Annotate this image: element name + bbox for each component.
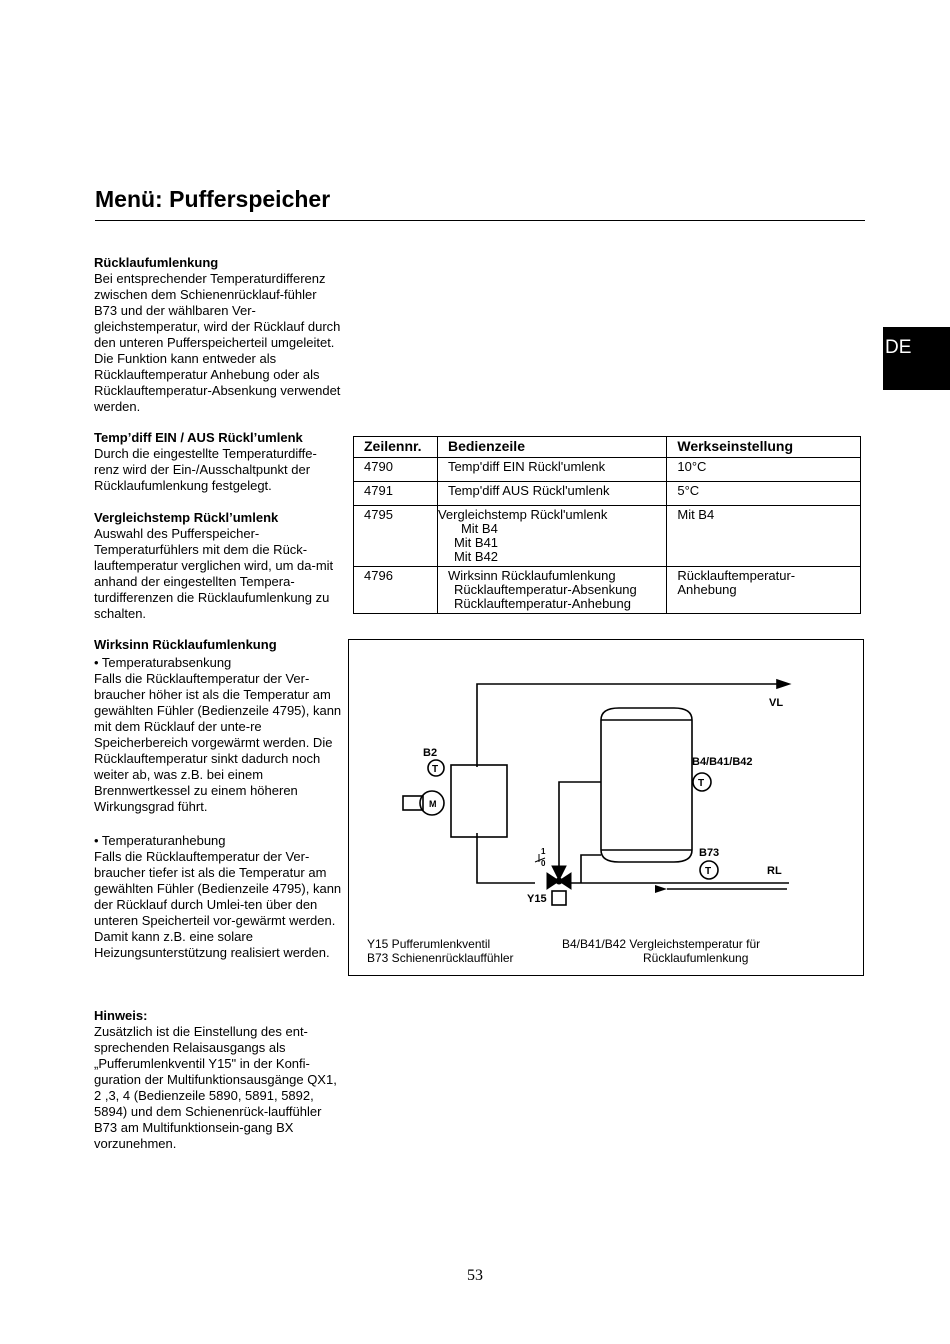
- cell-line: [437, 506, 666, 567]
- cell-line: Temp'diff AUS Rückl'umlenk: [437, 482, 666, 506]
- section-hinweis: [94, 1008, 342, 1152]
- section-vergleichstemp: [94, 510, 342, 622]
- header-zeilennr: Zeilennr.: [354, 437, 438, 458]
- label-y15: Y15: [527, 893, 547, 905]
- bullet-temperaturabsenkung: • Temperaturabsenkung: [94, 655, 232, 670]
- option-anhebung: Rücklauftemperatur-Anhebung: [453, 596, 632, 611]
- valve-label-0: 0: [541, 859, 546, 868]
- section-text: Durch die eingestellte Temperaturdiffe-renz wird der Ein-/Ausschaltpunkt der Rücklaufumlenkung festgelegt.: [94, 446, 317, 493]
- option-mit-b42: Mit B42: [453, 549, 499, 564]
- table-header-row: [354, 437, 861, 458]
- table-row: [354, 567, 861, 614]
- sensor-b4-icon: T: [698, 778, 705, 789]
- hydraulic-diagram: [348, 639, 864, 976]
- section-heading: Rücklaufumlenkung: [94, 255, 219, 270]
- table-row: [354, 458, 861, 482]
- caption-ruecklaufumlenkung: Rücklaufumlenkung: [643, 951, 749, 965]
- motor-icon: M: [429, 799, 437, 809]
- section-text: Falls die Rücklauftemperatur der Ver-braucher tiefer ist als die Temperatur am gewählten Fühler (Bedienzeile 4795), kann der Rücklauf durch Umlei-ten über den unteren Speicherteil vor-gewärmt werden. Damit kann z.B. eine solare Heizungsunterstützung realisiert werden.: [94, 849, 342, 960]
- table-row: [354, 482, 861, 506]
- label-b4-b41-b42: B4/B41/B42: [692, 756, 753, 768]
- line-label: Vergleichstemp Rückl'umlenk: [437, 507, 608, 522]
- cell-nr: 4791: [354, 482, 438, 506]
- header-werkseinstellung: Werkseinstellung: [667, 437, 861, 458]
- label-b73: B73: [699, 847, 720, 859]
- section-heading: Temp’diff EIN / AUS Rückl’umlenk: [94, 430, 303, 445]
- title-rule: [95, 220, 865, 221]
- option-mit-b41: Mit B41: [453, 535, 499, 550]
- label-rl: RL: [767, 865, 782, 877]
- cell-nr: 4796: [354, 567, 438, 614]
- label-vl: VL: [769, 697, 784, 709]
- cell-line: Temp'diff EIN Rückl'umlenk: [437, 458, 666, 482]
- diagram-drawing: [349, 640, 863, 975]
- cell-default: 5°C: [667, 482, 861, 506]
- option-mit-b4: Mit B4: [460, 521, 498, 536]
- cell-nr: 4790: [354, 458, 438, 482]
- header-bedienzeile: Bedienzeile: [437, 437, 666, 458]
- page-number: 53: [467, 1267, 483, 1284]
- section-tempdiff: [94, 430, 342, 494]
- section-heading: Vergleichstemp Rückl’umlenk: [94, 510, 279, 525]
- line-label: Wirksinn Rücklaufumlenkung: [447, 568, 616, 583]
- language-tab: DE: [883, 327, 950, 390]
- sensor-b2-icon: T: [432, 764, 439, 775]
- section-text: Bei entsprechender Temperaturdifferenz zwischen dem Schienenrücklauf-fühler B73 und der wählbaren Ver-gleichstemperatur, wird der Rücklauf durch den unteren Pufferspeicherteil umgeleitet. Die Funktion kann entweder als Rücklauftemperatur Anhebung oder als Rücklauftemperatur-Absenkung verwendet werden.: [94, 271, 341, 414]
- sensor-b73-icon: T: [705, 866, 712, 877]
- bullet-temperaturanhebung: • Temperaturanhebung: [94, 833, 226, 848]
- valve-label-1: 1: [541, 847, 546, 856]
- cell-default: Mit B4: [667, 506, 861, 567]
- section-heading: Hinweis:: [94, 1008, 148, 1023]
- section-text: Auswahl des Pufferspeicher-Temperaturfühlers mit dem die Rück-lauftemperatur verglichen wird, um da-mit anhand der eingestellten Tempera-turdifferenzen die Rücklaufumlenkung zu schalten.: [94, 526, 334, 621]
- cell-nr: 4795: [354, 506, 438, 567]
- page-title: Menü: Pufferspeicher: [95, 186, 331, 212]
- option-absenkung: Rücklauftemperatur-Absenkung: [453, 582, 637, 597]
- section-ruecklaufumlenkung: [94, 255, 342, 415]
- parameter-table: [353, 436, 861, 614]
- cell-default: Rücklauftemperatur-Anhebung: [667, 567, 861, 614]
- cell-default: 10°C: [667, 458, 861, 482]
- section-text: Zusätzlich ist die Einstellung des ent-sprechenden Relaisausgangs als „Pufferumlenkventil Y15" in der Konfi-guration der Multifunktionsausgänge QX1, 2 ,3, 4 (Bedienzeile 5890, 5891, 5892, 5894) und dem Schienenrück-lauffühler B73 am Multifunktionsein-gang BX vorzunehmen.: [94, 1024, 337, 1151]
- cell-line: [437, 567, 666, 614]
- table-row: [354, 506, 861, 567]
- caption-b4: B4/B41/B42 Vergleichstemperatur für: [562, 937, 761, 951]
- caption-y15: Y15 Pufferumlenkventil: [367, 937, 491, 951]
- label-b2: B2: [423, 747, 438, 759]
- section-text: Falls die Rücklauftemperatur der Ver-braucher höher ist als die Temperatur am gewählten Fühler (Bedienzeile 4795), kann mit dem Rücklauf der unte-re Speicherbereich vorgewärmt werden. Die Rücklauftemperatur sinkt dadurch noch weiter ab, was z.B. bei einem Brennwertkessel zu einem höheren Wirkungsgrad führt.: [94, 671, 342, 814]
- section-wirksinn: [94, 637, 342, 961]
- caption-b73: B73 Schienenrücklauffühler: [367, 951, 514, 965]
- section-heading: Wirksinn Rücklaufumlenkung: [94, 637, 277, 652]
